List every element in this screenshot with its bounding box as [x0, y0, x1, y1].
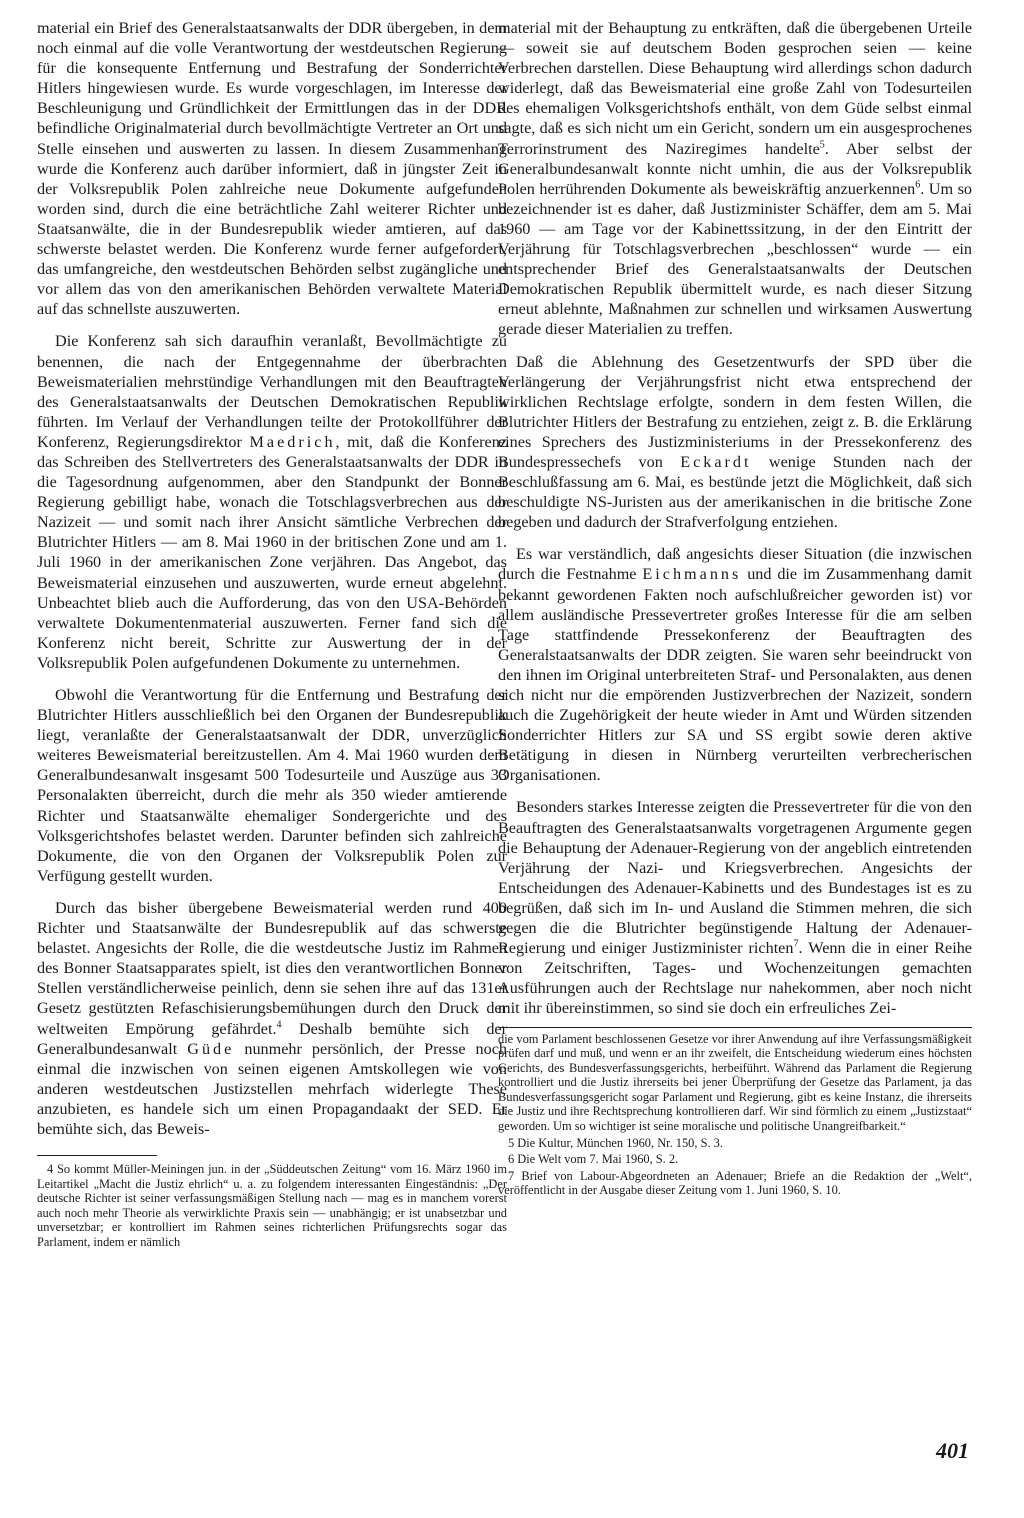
footnote-ref: 6	[915, 179, 921, 191]
footnote-7: 7 Brief von Labour-Abgeordneten an Adenauer; Briefe an die Redaktion der „Welt“, veröffentlicht in der Ausgabe dieser Zeitung vom 1. Juni 1960, S. 10.	[498, 1168, 972, 1198]
paragraph: Besonders starkes Interesse zeigten die Pressevertreter für die von den Beauftragten des Generalstaatsanwalts vorgetragenen Argumente gegen die Behauptung der Adenauer-Regierung von der angeblich eintretenden Verjährung der Nazi- und Kriegsverbrechen. Angesichts der Entscheidungen des Adenauer-Kabinetts und des Bundestages ist es zu begrüßen, daß sich im In- und Ausland die Stimmen mehren, die sich gegen die die Blutrichter begünstigende Haltung der Adenauer-Regierung und einiger Justizminister richten$^7$. Wenn die in einer Reihe von Zeitschriften, Tages- und Wochenzeitungen gemachten Ausführungen auch der Rechtslage nur nahekommen, aber noch nicht mit ihr übereinstimmen, so sind sie doch ein erfreuliches Zei-	[498, 798, 972, 1018]
left-column	[37, 18, 507, 1250]
footnote-ref: 4	[276, 1019, 282, 1031]
footnote-ref: 7	[793, 938, 799, 950]
footnote-divider	[498, 1027, 972, 1028]
footnote-divider	[37, 1155, 157, 1156]
footnote-6: 6 Die Welt vom 7. Mai 1960, S. 2.	[508, 1152, 679, 1167]
footnote-5: 5 Die Kultur, München 1960, Nr. 150, S. 3.	[508, 1135, 723, 1150]
footnote-ref: 5	[819, 139, 825, 151]
footnote-4-continued: die vom Parlament beschlossenen Gesetze vor ihrer Anwendung auf ihre Verfassungsmäßigkeit prüfen darf und muß, und wenn er an ihr zweifelt, die Entscheidung wiederum eines höchsten Gerichts, des Bundesverfassungsgerichts, herbeiführt. Während das Parlament die Regierung kontrolliert und die Justiz ihrerseits bei jener Überprüfung der Gesetze das Parlament, ja das Bundesverfassungsgericht sogar Parlament und Regierung, gibt es keine Instanz, die ihrerseits die Justiz und ihre Rechtsprechung kontrollieren darf. Wir sind förmlich zu einem „Justizstaat“ geworden. Um so wichtiger ist seine moralische und politische Unangreifbarkeit.“	[498, 1031, 972, 1134]
spaced-name: Eichmanns	[642, 565, 742, 584]
spaced-name: Maedrich	[249, 432, 336, 451]
paragraph: material mit der Behauptung zu entkräften, daß die übergebenen Urteile — soweit sie auf deutschem Boden gesprochen seien — keine Verbrechen darstellen. Diese Behauptung wird allerdings schon dadurch widerlegt, daß das Beweismaterial eine große Zahl von Todesurteilen des ehemaligen Volksgerichtshofs enthält, von dem Güde selbst einmal sagte, daß es sich nicht um ein Gericht, sondern um ein ausgesprochenes Terrorinstrument des Naziregimes handelte$^5$. Aber selbst der Generalbundesanwalt konnte nicht umhin, die aus der Volksrepublik Polen herrührenden Dokumente als beweiskräftig anzuerkennen$^6$. Um so bezeichnender ist es daher, daß Justizminister Schäffer, dem am 5. Mai 1960 — am Tage vor der Kabinettssitzung, in der den Eintritt der Verjährung für Totschlagsverbrechen „beschlossen“ wurde — ein entsprechender Brief des Generalstaatsanwalts der Deutschen Demokratischen Republik übermittelt wurde, es nach dieser Sitzung erneut ablehnte, Maßnahmen zur schnellen und wirksamen Auswertung gerade dieser Materialien zu treffen.	[498, 19, 972, 339]
paragraph: Durch das bisher übergebene Beweismaterial werden rund 400 Richter und Staatsanwälte der Bundesrepublik auf das schwerste belastet. Angesichts der Rolle, die die westdeutsche Justiz im Rahmen des Bonner Staatsapparates spielt, ist dies den verantwortlichen Bonner Stellen verständlicherweise peinlich, denn sie sehen ihre auf das 131er Gesetz gestützten Refaschisierungsbemühungen durch den Druck der weltweiten Empörung gefährdet.$^4$ Deshalb bemühte sich der Generalbundesanwalt Güde nunmehr persönlich, der Presse noch einmal die inzwischen von seinen eigenen Amtskollegen wie von anderen westdeutschen Justizstellen mehrfach widerlegte These anzubieten, es handele sich um einen Propagandaakt der SED. Er bemühte sich, das Beweis-	[37, 898, 507, 1138]
paragraph: Obwohl die Verantwortung für die Entfernung und Bestrafung der Blutrichter Hitlers ausschließlich bei den Organen der Bundesrepublik liegt, veranlaßte der Generalstaatsanwalt der DDR, unverzüglich weiteres Beweismaterial bereitzustellen. Am 4. Mai 1960 wurden dem Generalbundesanwalt insgesamt 500 Todesurteile und Auszüge aus 33 Personalakten überreicht, durch die mehr als 350 wieder amtierende Richter und Staatsanwälte ehemaliger Sondergerichte und des Volksgerichtshofes belastet werden. Darunter befinden sich zahlreiche Dokumente, die von den Organen der Volksrepublik Polen zur Verfügung gestellt wurden.	[37, 686, 507, 885]
spaced-name: Eckardt	[680, 452, 752, 471]
paragraph: Daß die Ablehnung des Gesetzentwurfs der SPD über die Verlängerung der Verjährungsfrist nicht etwa entsprechend der wirklichen Rechtslage erfolgte, sondern in dem festen Willen, die Blutrichter Hitlers der Bestrafung zu entziehen, zeigt z. B. die Erklärung eines Sprechers des Justizministeriums in der Pressekonferenz des Bundespressechefs von Eckardt wenige Stunden nach der Beschlußfassung am 6. Mai, es bestünde jetzt die Möglichkeit, daß sich beschuldigte NS-Juristen aus der amerikanischen in die britische Zone begeben und dadurch der Strafverfolgung entziehen.	[498, 352, 973, 532]
footnote-4: 4 So kommt Müller-Meiningen jun. in der „Süddeutschen Zeitung“ vom 16. März 1960 im Leitartikel „Macht die Justiz ehrlich“ u. a. zu folgendem interessanten Eingeständnis: „Der deutsche Richter ist seiner verfassungsmäßigen Stellung nach — mag es in manchem vorerst auch noch mehr Theorie als verwirklichte Praxis sein — unabhängig; er ist unabsetzbar und unversetzbar; er kontrolliert im Rahmen seines richterlichen Prüfungsrechts sogar das Parlament, indem er nämlich	[37, 1162, 507, 1250]
paragraph: material ein Brief des Generalstaatsanwalts der DDR übergeben, in dem noch einmal auf die volle Verantwortung der westdeutschen Regierung für die konsequente Entfernung und Bestrafung der Sonderrichter Hitlers hingewiesen wurde. Es wurde vorgeschlagen, im Interesse der Beschleunigung und Gründlichkeit der Ermittlungen das in der DDR befindliche Originalmaterial durch bevollmächtigte Vertreter an Ort und Stelle einsehen und auswerten zu lassen. In diesem Zusammenhang wurde die Konferenz auch darüber informiert, daß in jüngster Zeit in der Volksrepublik Polen zahlreiche neue Dokumente aufgefunden worden sind, durch die eine beträchtliche Zahl weiterer Richter und Staatsanwälte, die in der Bundesrepublik wieder amtieren, auf das schwerste belastet werden. Die Konferenz wurde ferner aufgefordert, das umfangreiche, den westdeutschen Behörden selbst zugängliche und vor allem das von den amerikanischen Behörden verwaltete Material auf das schnellste auszuwerten.	[37, 19, 507, 319]
page-number: 401	[936, 1438, 969, 1463]
spaced-name: Güde	[187, 1039, 235, 1058]
right-column	[498, 18, 972, 1198]
paragraph: Die Konferenz sah sich daraufhin veranlaßt, Bevollmächtigte zu benennen, die nach der Entgegennahme der überbrachten Beweismaterialien mehrstündige Verhandlungen mit den Beauftragten des Generalstaatsanwalts der Deutschen Demokratischen Republik führten. Im Verlauf der Verhandlungen teilte der Protokollführer der Konferenz, Regierungsdirektor Maedrich, mit, daß die Konferenz das Schreiben des Stellvertreters des Generalstaatsanwalts der DDR in die Tagesordnung aufgenommen, aber den Standpunkt der Bonner Regierung gebilligt habe, wonach die Totschlagsverbrechen aus der Nazizeit — und somit nach ihrer Ansicht sämtliche Verbrechen der Blutrichter Hitlers — am 8. Mai 1960 in der britischen Zone und am 1. Juli 1960 in der amerikanischen Zone verjähren. Das Angebot, das Beweismaterial einzusehen und auszuwerten, wurde erneut abgelehnt. Unbeachtet blieb auch die Aufforderung, das von den USA-Behörden verwaltete Dokumentenmaterial auszuwerten. Ferner fand sich die Konferenz nicht bereit, Schritte zur Auswertung der in der Volksrepublik Polen aufgefundenen Dokumente zu unternehmen.	[37, 332, 508, 672]
paragraph: Es war verständlich, daß angesichts dieser Situation (die inzwischen durch die Festnahme Eichmanns und die im Zusammenhang damit bekannt gewordenen Fakten noch aufschlußreicher geworden ist) vor allem ausländische Pressevertreter großes Interesse für die am selben Tage stattfindende Pressekonferenz der Beauftragten des Generalstaatsanwalts der DDR zeigten. Sie waren sehr beeindruckt von den ihnen im Original unterbreiteten Straf- und Personalakten, aus denen sich nicht nur die empörenden Justizverbrechen der Nazizeit, sondern auch die Zugehörigkeit der heute wieder in Amt und Würden sitzenden Sonderrichter Hitlers zur SA und SS ergibt sowie deren aktive Betätigung in diesen in Nürnberg verurteilten verbrecherischen Organisationen.	[498, 545, 973, 785]
